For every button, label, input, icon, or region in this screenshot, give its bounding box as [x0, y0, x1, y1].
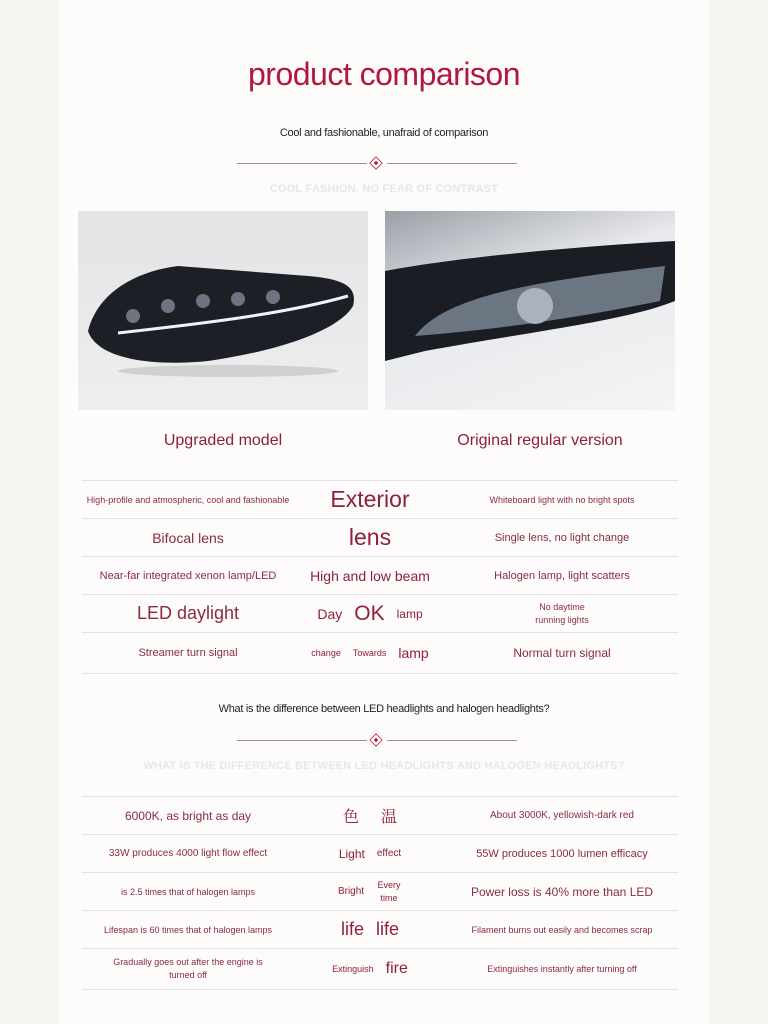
center-cell: Every time — [377, 879, 401, 903]
center-cell: effect — [376, 848, 402, 859]
ornament-divider — [237, 157, 517, 169]
right-cell: Whiteboard light with no bright spots — [489, 494, 635, 505]
subtitle: Cool and fashionable, unafraid of comparison — [279, 127, 489, 139]
ornament-divider — [237, 734, 517, 746]
center-cell: Towards — [352, 648, 387, 658]
original-headlight-image — [385, 211, 675, 410]
table-row — [82, 834, 678, 872]
table-row — [82, 948, 678, 990]
faint-caption: COOL FASHION, NO FEAR OF CONTRAST — [269, 183, 499, 195]
comparison-table-led-halogen — [82, 796, 678, 990]
center-cell: lamp — [398, 645, 429, 661]
right-cell: 55W produces 1000 lumen efficacy — [476, 847, 648, 860]
upgraded-headlight-image — [78, 211, 368, 410]
page-title: product comparison — [247, 56, 521, 92]
center-cell: life — [340, 919, 364, 939]
table-row — [82, 518, 678, 556]
table-row — [82, 796, 678, 834]
center-cell: High and low beam — [310, 567, 430, 584]
left-cell: LED daylight — [136, 603, 240, 623]
table-row — [82, 910, 678, 948]
center-cell: lens — [348, 524, 392, 550]
center-cell: Bright — [337, 886, 365, 897]
left-cell: Bifocal lens — [152, 529, 224, 546]
center-cell: OK — [354, 601, 385, 625]
section-question: What is the difference between LED headlights and halogen headlights? — [218, 703, 550, 715]
center-cell: Extinguish — [332, 964, 374, 974]
right-cell: Extinguishes instantly after turning off — [487, 964, 637, 974]
right-cell: Single lens, no light change — [494, 531, 630, 544]
center-cell: 色 — [342, 809, 359, 826]
center-cell: Exterior — [330, 486, 410, 512]
center-cell: lamp — [396, 606, 423, 621]
left-cell: High-profile and atmospheric, cool and fashionable — [86, 494, 290, 505]
center-cell: Day — [317, 605, 343, 622]
left-cell: Streamer turn signal — [138, 647, 238, 659]
right-cell: Normal turn signal — [513, 646, 611, 660]
table-row — [82, 480, 678, 518]
left-cell: Lifespan is 60 times that of halogen lamps — [103, 924, 273, 935]
upgraded-model-label: Upgraded model — [163, 432, 283, 449]
table-row — [82, 872, 678, 910]
center-cell: change — [311, 648, 341, 658]
left-cell: 6000K, as bright as day — [124, 808, 252, 823]
diamond-icon — [369, 733, 383, 747]
left-cell: Gradually goes out after the engine is turned off — [113, 957, 263, 980]
center-cell: life — [376, 919, 400, 939]
table-row — [82, 594, 678, 632]
right-cell: Halogen lamp, light scatters — [494, 569, 630, 582]
left-cell: is 2.5 times that of halogen lamps — [120, 886, 256, 897]
left-cell: Near-far integrated xenon lamp/LED — [99, 569, 277, 582]
comparison-table-exterior — [82, 480, 678, 674]
table-row — [82, 632, 678, 674]
center-cell: 温 — [381, 809, 398, 826]
left-cell: 33W produces 4000 light flow effect — [108, 848, 268, 859]
right-cell: Filament burns out easily and becomes scrap — [471, 924, 653, 935]
right-cell: No daytime running lights — [535, 601, 589, 625]
center-cell: Light — [338, 846, 365, 861]
right-cell: Power loss is 40% more than LED — [470, 884, 654, 899]
faint-caption: WHAT IS THE DIFFERENCE BETWEEN LED HEADLIGHTS AND HALOGEN HEADLIGHTS? — [143, 760, 625, 772]
original-version-label: Original regular version — [457, 432, 623, 449]
diamond-icon — [369, 156, 383, 170]
center-cell: fire — [385, 960, 408, 977]
table-row — [82, 556, 678, 594]
right-cell: About 3000K, yellowish-dark red — [490, 810, 634, 821]
